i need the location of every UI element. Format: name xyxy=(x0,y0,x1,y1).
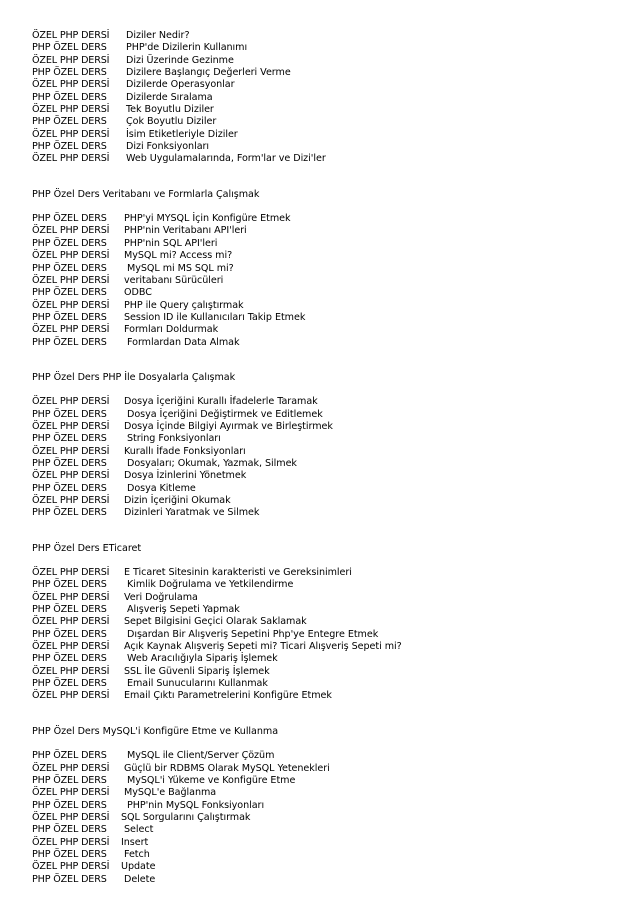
item-topic: Alışveriş Sepeti Yapmak xyxy=(124,604,240,616)
list-item xyxy=(32,592,612,604)
item-label: PHP ÖZEL DERS xyxy=(32,678,107,690)
item-topic: Dosya İzinlerini Yönetmek xyxy=(124,470,247,482)
item-topic: Dizi Fonksiyonları xyxy=(126,141,210,153)
item-topic: Email Çıktı Parametrelerini Konfigüre Etmek xyxy=(124,690,332,702)
item-topic: Sepet Bilgisini Geçici Olarak Saklamak xyxy=(124,616,307,628)
item-topic: Dizin İçeriğini Okumak xyxy=(124,495,231,506)
item-label: PHP ÖZEL DERS xyxy=(32,848,107,860)
item-topic: Web Aracılığıyla Sipariş İşlemek xyxy=(124,653,278,665)
item-topic: Tek Boyutlu Diziler xyxy=(126,104,214,116)
list-item xyxy=(32,396,612,408)
list-item xyxy=(32,275,612,287)
item-topic: Web Uygulamalarında, Form'lar ve Dizi'ler xyxy=(126,153,326,165)
section-spacer xyxy=(32,349,612,372)
item-topic: MySQL'e Bağlanma xyxy=(124,787,217,799)
section-ecommerce xyxy=(32,543,612,703)
heading-spacer xyxy=(32,201,612,213)
list-item xyxy=(32,653,612,665)
item-topic: Formları Doldurmak xyxy=(124,324,219,336)
item-topic: Select xyxy=(121,824,154,836)
item-topic: Dizinleri Yaratmak ve Silmek xyxy=(124,507,260,519)
item-topic: Diziler Nedir? xyxy=(126,30,190,41)
item-label: ÖZEL PHP DERSİ xyxy=(32,616,110,628)
item-topic: Session ID ile Kullanıcıları Takip Etmek xyxy=(124,311,306,323)
list-item xyxy=(32,421,612,433)
list-item xyxy=(32,641,612,653)
item-topic: Dosya İçeriğini Kurallı İfadelerle Taramak xyxy=(124,396,318,408)
item-label: PHP ÖZEL DERS xyxy=(32,824,107,836)
list-item xyxy=(32,287,612,299)
item-label: PHP ÖZEL DERS xyxy=(32,774,107,786)
item-label: PHP ÖZEL DERS xyxy=(32,408,107,420)
list-item xyxy=(32,579,612,591)
item-topic: PHP'yi MYSQL İçin Konfigüre Etmek xyxy=(124,213,291,225)
list-item xyxy=(32,775,612,787)
list-item xyxy=(32,79,612,91)
item-topic: Açık Kaynak Alışveriş Sepeti mi? Ticari Alışveriş Sepeti mi? xyxy=(124,641,402,653)
list-item xyxy=(32,300,612,312)
item-label: PHP ÖZEL DERS xyxy=(32,116,107,128)
item-topic: PHP'nin MySQL Fonksiyonları xyxy=(124,799,265,811)
item-topic: Dizilerde Sıralama xyxy=(126,91,213,103)
list-item xyxy=(32,116,612,128)
list-item xyxy=(32,250,612,262)
item-label: ÖZEL PHP DERSİ xyxy=(32,567,110,579)
item-topic: Dosya İçinde Bilgiyi Ayırmak ve Birleştirmek xyxy=(124,420,333,432)
item-label: ÖZEL PHP DERSİ xyxy=(32,324,110,336)
item-label: ÖZEL PHP DERSİ xyxy=(32,396,110,408)
item-topic: veritabanı Sürücüleri xyxy=(124,274,224,286)
item-topic: Dizilerde Operasyonlar xyxy=(126,79,235,91)
item-topic: PHP'nin Veritabanı API'leri xyxy=(124,225,247,237)
list-item xyxy=(32,324,612,336)
item-topic: MySQL mi? Access mi? xyxy=(124,250,233,262)
list-item xyxy=(32,470,612,482)
list-item xyxy=(32,837,612,849)
item-label: PHP ÖZEL DERS xyxy=(32,42,107,54)
item-label: PHP ÖZEL DERS xyxy=(32,141,107,153)
item-topic: PHP'nin SQL API'leri xyxy=(124,237,218,249)
list-item xyxy=(32,337,612,349)
item-topic: Formlardan Data Almak xyxy=(124,336,240,348)
list-item xyxy=(32,507,612,519)
section-spacer xyxy=(32,166,612,189)
item-label: ÖZEL PHP DERSİ xyxy=(32,495,110,506)
heading-spacer xyxy=(32,738,612,750)
list-item xyxy=(32,678,612,690)
item-label: PHP ÖZEL DERS xyxy=(32,433,107,445)
section-heading: PHP Özel Ders PHP İle Dosyalarla Çalışmak xyxy=(32,371,236,383)
item-label: PHP ÖZEL DERS xyxy=(32,750,107,762)
list-item xyxy=(32,55,612,67)
list-item xyxy=(32,129,612,141)
list-item xyxy=(32,225,612,237)
section-files xyxy=(32,372,612,520)
list-item xyxy=(32,263,612,275)
item-topic: PHP'de Dizilerin Kullanımı xyxy=(126,42,248,54)
list-item xyxy=(32,763,612,775)
item-topic: Dizi Üzerinde Gezinme xyxy=(126,54,234,66)
item-label: PHP ÖZEL DERS xyxy=(32,262,107,274)
section-mysql xyxy=(32,726,612,886)
list-item xyxy=(32,67,612,79)
item-label: ÖZEL PHP DERSİ xyxy=(32,470,110,482)
item-label: PHP ÖZEL DERS xyxy=(32,91,107,103)
section-spacer xyxy=(32,703,612,726)
list-item xyxy=(32,495,612,507)
list-item xyxy=(32,446,612,458)
item-topic: Veri Doğrulama xyxy=(124,591,198,603)
item-topic: Update xyxy=(121,861,156,873)
item-label: ÖZEL PHP DERSİ xyxy=(32,128,110,140)
list-item xyxy=(32,153,612,165)
item-topic: Delete xyxy=(121,873,156,885)
item-label: PHP ÖZEL DERS xyxy=(32,579,107,591)
list-item xyxy=(32,616,612,628)
item-topic: E Ticaret Sitesinin karakteristi ve Gereksinimleri xyxy=(124,567,352,579)
item-label: ÖZEL PHP DERSİ xyxy=(32,836,110,848)
list-item xyxy=(32,141,612,153)
list-item xyxy=(32,800,612,812)
heading-spacer xyxy=(32,384,612,396)
item-topic: Kimlik Doğrulama ve Yetkilendirme xyxy=(124,579,294,591)
section-database-forms xyxy=(32,189,612,349)
item-label: PHP ÖZEL DERS xyxy=(32,482,107,494)
item-label: ÖZEL PHP DERSİ xyxy=(32,299,110,311)
item-topic: MySQL ile Client/Server Çözüm xyxy=(124,750,275,762)
item-label: ÖZEL PHP DERSİ xyxy=(32,274,110,286)
item-topic: SQL Sorgularını Çalıştırmak xyxy=(121,811,251,823)
item-label: PHP ÖZEL DERS xyxy=(32,799,107,811)
list-item xyxy=(32,483,612,495)
list-item xyxy=(32,409,612,421)
list-item xyxy=(32,824,612,836)
item-topic: Çok Boyutlu Diziler xyxy=(126,116,217,128)
item-label: ÖZEL PHP DERSİ xyxy=(32,153,110,165)
item-label: PHP ÖZEL DERS xyxy=(32,311,107,323)
item-topic: Dosya İçeriğini Değiştirmek ve Editlemek xyxy=(124,408,323,420)
list-item xyxy=(32,42,612,54)
item-topic: Fetch xyxy=(121,848,150,860)
item-label: PHP ÖZEL DERS xyxy=(32,457,107,469)
document-page xyxy=(32,30,612,886)
item-label: ÖZEL PHP DERSİ xyxy=(32,420,110,432)
list-item xyxy=(32,92,612,104)
item-label: ÖZEL PHP DERSİ xyxy=(32,762,110,774)
item-label: PHP ÖZEL DERS xyxy=(32,653,107,665)
item-label: ÖZEL PHP DERSİ xyxy=(32,104,110,116)
item-topic: MySQL mi MS SQL mi? xyxy=(124,262,234,274)
section-heading: PHP Özel Ders ETicaret xyxy=(32,542,142,554)
list-item xyxy=(32,849,612,861)
list-item xyxy=(32,861,612,873)
list-item xyxy=(32,104,612,116)
item-topic: PHP ile Query çalıştırmak xyxy=(124,299,244,311)
item-label: PHP ÖZEL DERS xyxy=(32,237,107,249)
section-heading: PHP Özel Ders MySQL'i Konfigüre Etme ve Kullanma xyxy=(32,725,279,737)
list-item xyxy=(32,433,612,445)
item-label: PHP ÖZEL DERS xyxy=(32,507,107,519)
list-item xyxy=(32,213,612,225)
item-label: ÖZEL PHP DERSİ xyxy=(32,250,110,262)
item-label: PHP ÖZEL DERS xyxy=(32,336,107,348)
item-label: ÖZEL PHP DERSİ xyxy=(32,30,110,41)
list-item xyxy=(32,567,612,579)
section-spacer xyxy=(32,520,612,543)
item-label: ÖZEL PHP DERSİ xyxy=(32,79,110,91)
item-label: ÖZEL PHP DERSİ xyxy=(32,641,110,653)
list-item xyxy=(32,787,612,799)
item-label: PHP ÖZEL DERS xyxy=(32,604,107,616)
list-item xyxy=(32,666,612,678)
list-item xyxy=(32,690,612,702)
list-item xyxy=(32,629,612,641)
item-topic: Email Sunucularını Kullanmak xyxy=(124,678,268,690)
item-label: ÖZEL PHP DERSİ xyxy=(32,861,110,873)
item-topic: Dizilere Başlangıç Değerleri Verme xyxy=(126,67,291,79)
list-item xyxy=(32,604,612,616)
section-heading: PHP Özel Ders Veritabanı ve Formlarla Çalışmak xyxy=(32,188,260,200)
item-topic: Dosya Kitleme xyxy=(124,482,196,494)
item-label: PHP ÖZEL DERS xyxy=(32,67,107,79)
section-arrays xyxy=(32,30,612,166)
item-label: ÖZEL PHP DERSİ xyxy=(32,787,110,799)
item-topic: SSL İle Güvenli Sipariş İşlemek xyxy=(124,665,270,677)
item-topic: İsim Etiketleriyle Diziler xyxy=(126,128,238,140)
heading-spacer xyxy=(32,555,612,567)
item-topic: Güçlü bir RDBMS Olarak MySQL Yetenekleri xyxy=(124,762,330,774)
item-topic: Dışardan Bir Alışveriş Sepetini Php'ye Entegre Etmek xyxy=(124,628,379,640)
list-item xyxy=(32,812,612,824)
list-item xyxy=(32,312,612,324)
item-topic: Insert xyxy=(121,836,149,848)
item-label: ÖZEL PHP DERSİ xyxy=(32,690,110,702)
list-item xyxy=(32,458,612,470)
item-label: ÖZEL PHP DERSİ xyxy=(32,225,110,237)
list-item xyxy=(32,30,612,42)
item-topic: Dosyaları; Okumak, Yazmak, Silmek xyxy=(124,457,297,469)
item-topic: ODBC xyxy=(124,287,152,299)
item-topic: String Fonksiyonları xyxy=(124,433,221,445)
item-label: ÖZEL PHP DERSİ xyxy=(32,445,110,457)
list-item xyxy=(32,750,612,762)
item-label: PHP ÖZEL DERS xyxy=(32,287,107,299)
list-item xyxy=(32,874,612,886)
list-item xyxy=(32,238,612,250)
item-label: ÖZEL PHP DERSİ xyxy=(32,591,110,603)
item-topic: Kurallı İfade Fonksiyonları xyxy=(124,445,246,457)
item-label: ÖZEL PHP DERSİ xyxy=(32,54,110,66)
item-label: PHP ÖZEL DERS xyxy=(32,628,107,640)
item-label: PHP ÖZEL DERS xyxy=(32,873,107,885)
item-label: PHP ÖZEL DERS xyxy=(32,213,107,225)
item-label: ÖZEL PHP DERSİ xyxy=(32,811,110,823)
item-topic: MySQL'i Yükeme ve Konfigüre Etme xyxy=(124,774,296,786)
item-label: ÖZEL PHP DERSİ xyxy=(32,665,110,677)
